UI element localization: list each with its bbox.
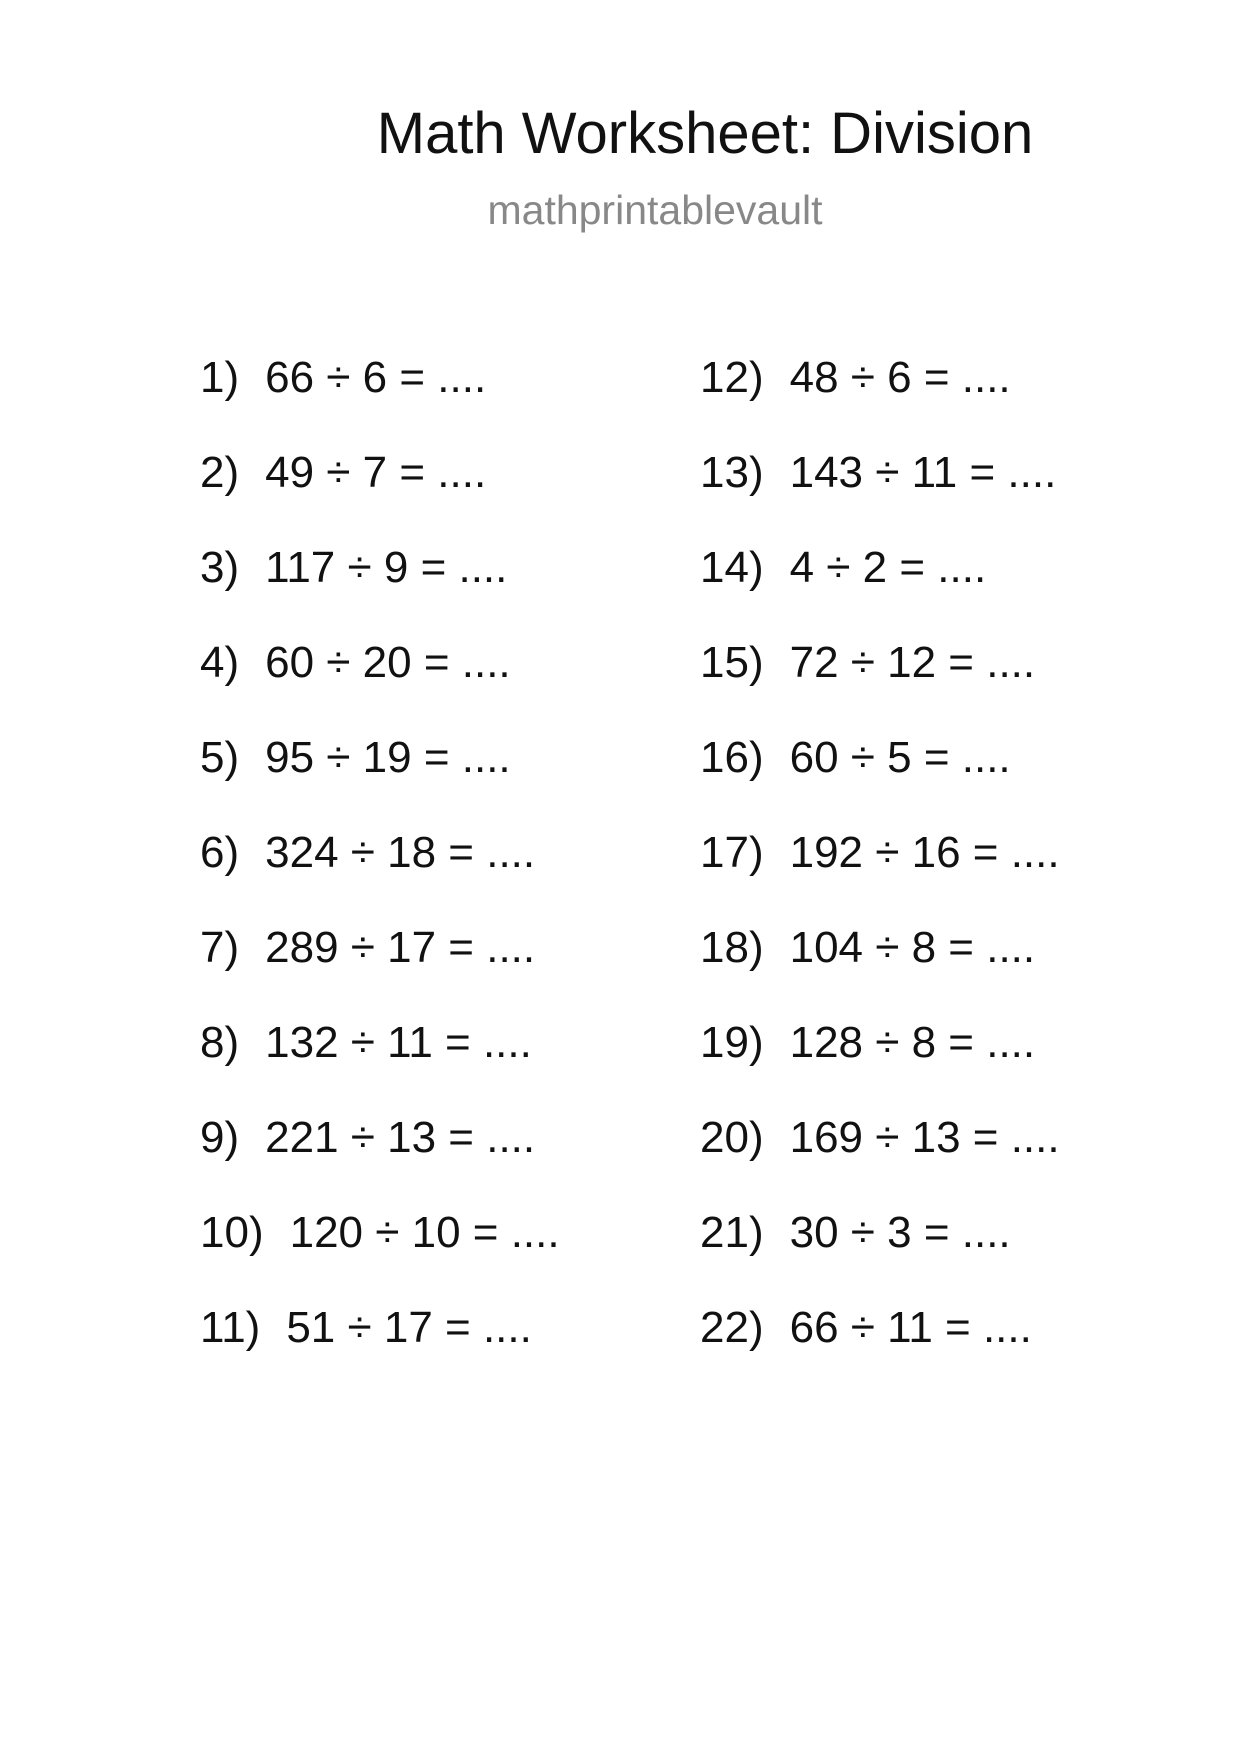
problem-number: 20) xyxy=(700,1113,764,1162)
problem-number: 2) xyxy=(200,448,240,497)
problem-expression: 60 ÷ 5 = .... xyxy=(789,733,1011,782)
problem-item xyxy=(200,1203,560,1298)
problem-item xyxy=(700,348,1060,443)
problem-number: 13) xyxy=(700,448,764,497)
problem-number: 19) xyxy=(700,1018,764,1067)
problem-expression: 128 ÷ 8 = .... xyxy=(789,1018,1036,1067)
problems-column-right xyxy=(700,348,1060,1393)
problem-item xyxy=(200,728,560,823)
page-title: Math Worksheet: Division xyxy=(376,101,1034,166)
problem-number: 4) xyxy=(200,638,240,687)
problem-number: 22) xyxy=(700,1303,764,1352)
problem-number: 14) xyxy=(700,543,764,592)
problem-expression: 132 ÷ 11 = .... xyxy=(265,1018,532,1067)
problems-column-left xyxy=(200,348,560,1393)
problem-expression: 143 ÷ 11 = .... xyxy=(789,448,1057,497)
problem-number: 11) xyxy=(200,1303,261,1352)
problem-item xyxy=(700,443,1060,538)
problem-expression: 221 ÷ 13 = .... xyxy=(265,1113,536,1162)
problem-expression: 72 ÷ 12 = .... xyxy=(789,638,1036,687)
problem-number: 8) xyxy=(200,1018,240,1067)
problem-number: 16) xyxy=(700,733,764,782)
problem-item xyxy=(200,1298,560,1393)
problem-item xyxy=(700,1298,1060,1393)
problem-expression: 51 ÷ 17 = .... xyxy=(286,1303,532,1352)
problem-expression: 324 ÷ 18 = .... xyxy=(265,828,536,877)
problem-expression: 66 ÷ 11 = .... xyxy=(789,1303,1032,1352)
problem-number: 5) xyxy=(200,733,240,782)
problem-number: 9) xyxy=(200,1113,240,1162)
problem-item xyxy=(700,633,1060,728)
problem-number: 18) xyxy=(700,923,764,972)
problem-item xyxy=(200,1013,560,1108)
problem-expression: 117 ÷ 9 = .... xyxy=(265,543,508,592)
problem-expression: 289 ÷ 17 = .... xyxy=(265,923,536,972)
problem-item xyxy=(200,538,560,633)
problem-expression: 4 ÷ 2 = .... xyxy=(789,543,987,592)
problem-item xyxy=(200,1108,560,1203)
problem-item xyxy=(700,823,1060,918)
problem-item xyxy=(700,918,1060,1013)
problem-expression: 49 ÷ 7 = .... xyxy=(265,448,487,497)
problem-expression: 120 ÷ 10 = .... xyxy=(289,1208,560,1257)
problem-item xyxy=(700,1108,1060,1203)
problem-expression: 30 ÷ 3 = .... xyxy=(789,1208,1011,1257)
problem-number: 3) xyxy=(200,543,240,592)
problem-item xyxy=(700,538,1060,633)
problem-item xyxy=(200,823,560,918)
problem-number: 10) xyxy=(200,1208,264,1257)
problem-number: 1) xyxy=(200,353,240,402)
problem-number: 6) xyxy=(200,828,240,877)
problem-number: 7) xyxy=(200,923,240,972)
page-subtitle: mathprintablevault xyxy=(487,187,823,233)
problem-item xyxy=(200,633,560,728)
problem-expression: 104 ÷ 8 = .... xyxy=(789,923,1036,972)
problem-item xyxy=(200,918,560,1013)
problem-expression: 66 ÷ 6 = .... xyxy=(265,353,487,402)
problem-item xyxy=(700,1013,1060,1108)
problem-expression: 192 ÷ 16 = .... xyxy=(789,828,1060,877)
problem-number: 17) xyxy=(700,828,764,877)
problem-number: 15) xyxy=(700,638,764,687)
problem-expression: 60 ÷ 20 = .... xyxy=(265,638,511,687)
problem-number: 21) xyxy=(700,1208,764,1257)
problem-expression: 169 ÷ 13 = .... xyxy=(789,1113,1060,1162)
problem-item xyxy=(200,443,560,538)
problem-expression: 48 ÷ 6 = .... xyxy=(789,353,1011,402)
problem-number: 12) xyxy=(700,353,764,402)
problem-item xyxy=(200,348,560,443)
problem-item xyxy=(700,1203,1060,1298)
problem-expression: 95 ÷ 19 = .... xyxy=(265,733,511,782)
problem-item xyxy=(700,728,1060,823)
